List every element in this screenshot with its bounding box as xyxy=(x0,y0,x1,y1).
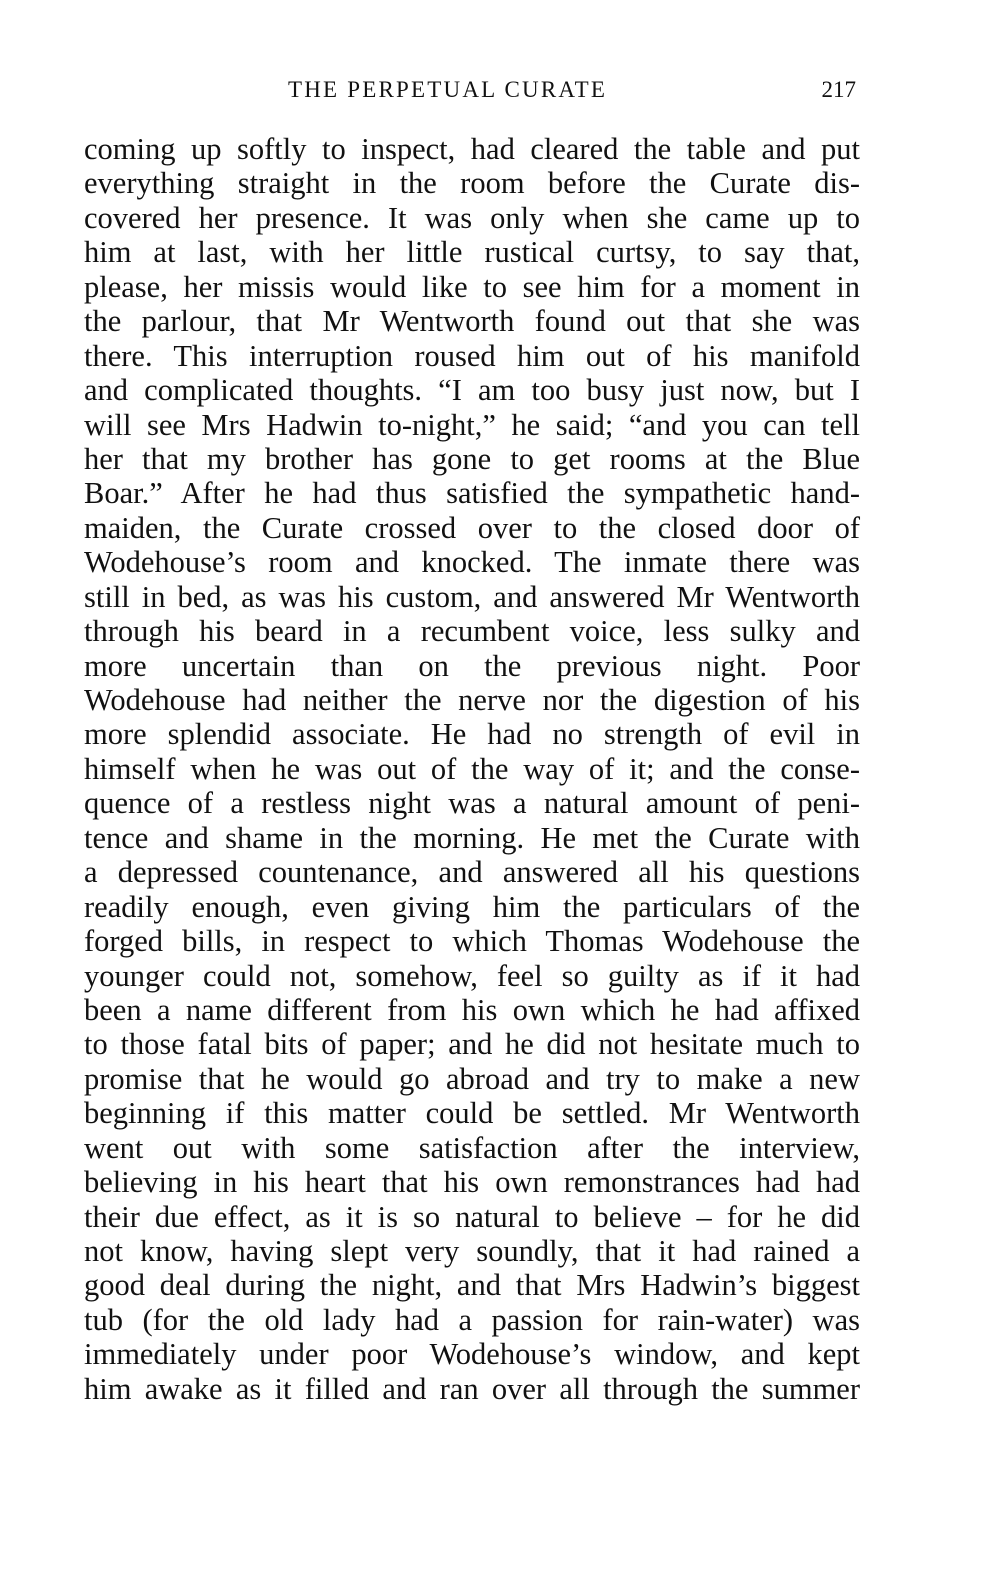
text-line: more uncertain than on the previous night. Poor xyxy=(84,648,860,683)
text-line: promise that he would go abroad and try to make a new xyxy=(84,1061,860,1096)
text-line: everything straight in the room before the Curate dis- xyxy=(84,166,860,201)
text-line: Boar.” After he had thus satisfied the sympathetic hand- xyxy=(84,476,860,511)
text-line: good deal during the night, and that Mrs Hadwin’s biggest xyxy=(84,1268,860,1303)
text-line: her that my brother has gone to get rooms at the Blue xyxy=(84,441,860,476)
text-line: younger could not, somehow, feel so guilty as if it had xyxy=(84,958,860,993)
text-line: believing in his heart that his own remonstrances had had xyxy=(84,1165,860,1200)
page-number: 217 xyxy=(821,77,856,102)
text-line: him awake as it filled and ran over all through the summer xyxy=(84,1371,860,1406)
text-line: him at last, with her little rustical curtsy, to say that, xyxy=(84,235,860,270)
text-line: covered her presence. It was only when she came up to xyxy=(84,200,860,235)
text-line: maiden, the Curate crossed over to the closed door of xyxy=(84,510,860,545)
text-line: forged bills, in respect to which Thomas Wodehouse the xyxy=(84,924,860,959)
text-line: still in bed, as was his custom, and answered Mr Wentworth xyxy=(84,579,860,614)
text-line: their due effect, as it is so natural to believe – for he did xyxy=(84,1199,860,1234)
text-line: there. This interruption roused him out of his manifold xyxy=(84,338,860,373)
page-header xyxy=(84,72,858,108)
text-line: tence and shame in the morning. He met the Curate with xyxy=(84,820,860,855)
text-line: tub (for the old lady had a passion for rain-water) was xyxy=(84,1302,860,1337)
text-line: will see Mrs Hadwin to-night,” he said; “and you can tell xyxy=(84,407,860,442)
text-line: himself when he was out of the way of it; and the conse- xyxy=(84,751,860,786)
text-line: Wodehouse’s room and knocked. The inmate there was xyxy=(84,545,860,580)
text-line: please, her missis would like to see him for a moment in xyxy=(84,269,860,304)
text-line: coming up softly to inspect, had cleared the table and put xyxy=(84,132,860,166)
text-line: Wodehouse had neither the nerve nor the digestion of his xyxy=(84,683,860,717)
text-line: and complicated thoughts. “I am too busy just now, but I xyxy=(84,373,860,408)
text-line: more splendid associate. He had no strength of evil in xyxy=(84,717,860,752)
text-line: a depressed countenance, and answered all his questions xyxy=(84,855,860,890)
body-text xyxy=(84,132,860,1406)
text-line: been a name different from his own which he had affixed xyxy=(84,992,860,1027)
text-line: quence of a restless night was a natural amount of peni- xyxy=(84,786,860,821)
text-line: went out with some satisfaction after the interview, xyxy=(84,1130,860,1165)
text-line: to those fatal bits of paper; and he did not hesitate much to xyxy=(84,1027,860,1062)
running-title: THE PERPETUAL CURATE xyxy=(288,77,608,102)
text-line: through his beard in a recumbent voice, less sulky and xyxy=(84,614,860,649)
text-line: not know, having slept very soundly, that it had rained a xyxy=(84,1234,860,1268)
text-line: readily enough, even giving him the particulars of the xyxy=(84,889,860,924)
text-line: beginning if this matter could be settled. Mr Wentworth xyxy=(84,1096,860,1131)
text-line: the parlour, that Mr Wentworth found out that she was xyxy=(84,304,860,339)
text-line: immediately under poor Wodehouse’s window, and kept xyxy=(84,1337,860,1372)
